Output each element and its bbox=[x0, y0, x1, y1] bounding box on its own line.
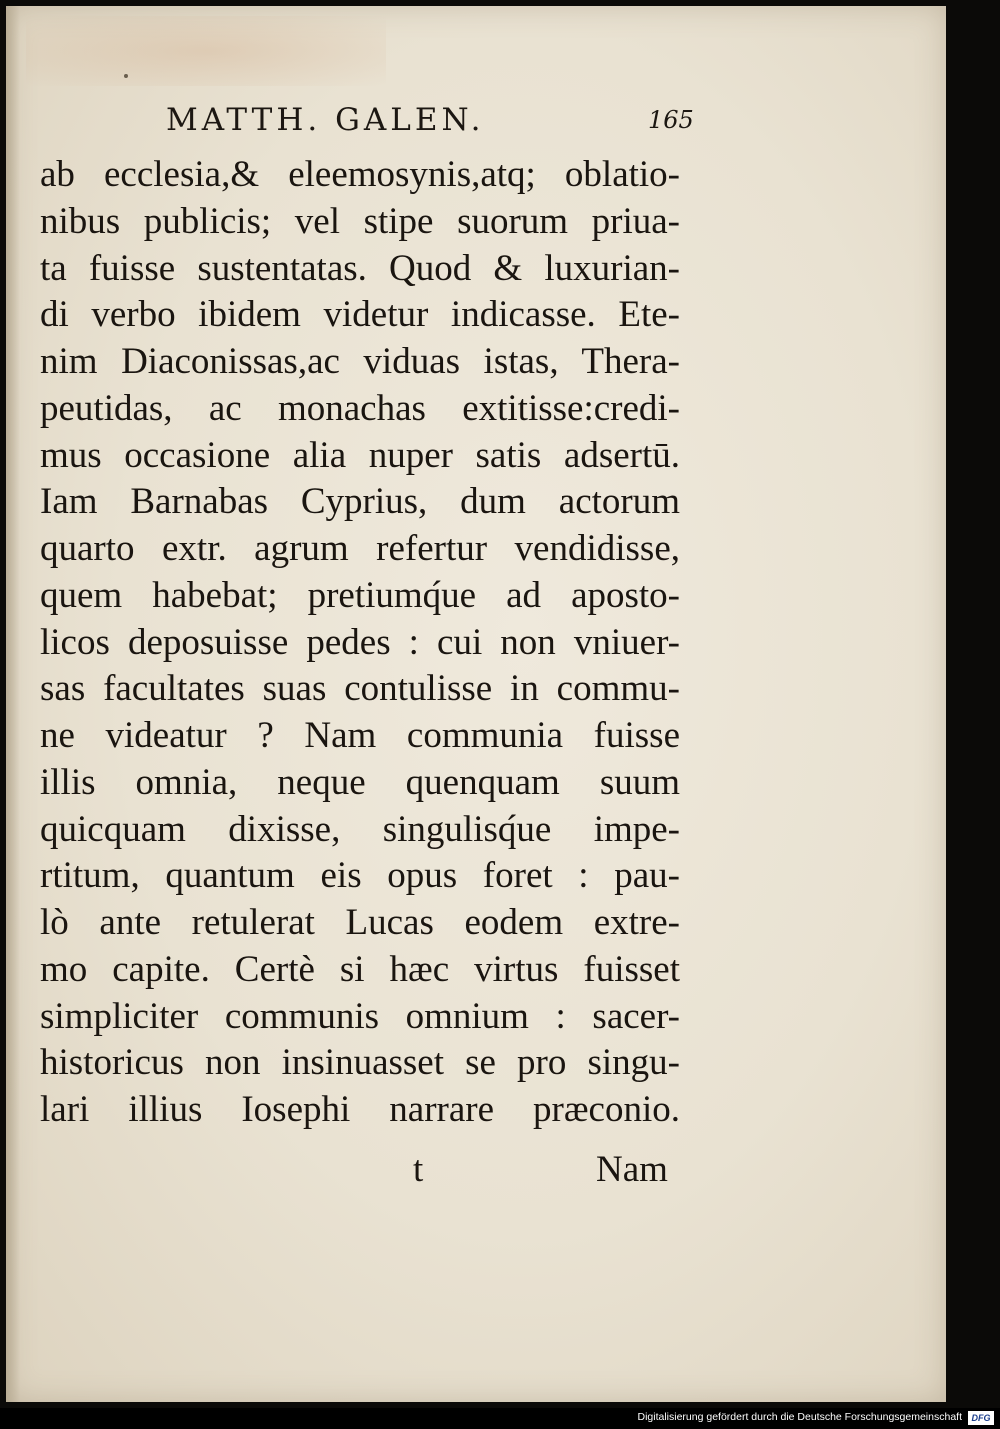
text-line: mus occasione alia nuper satis adsertū. bbox=[40, 434, 680, 476]
text-line: licos deposuisse pedes : cui non vniuer- bbox=[40, 621, 680, 663]
text-line: sas facultates suas contulisse in commu- bbox=[40, 668, 680, 710]
text-line: quem habebat; pretiumq́ue ad aposto- bbox=[40, 574, 680, 616]
text-line: ta fuisse sustentatas. Quod & luxurian- bbox=[40, 247, 680, 289]
signature-mark: t bbox=[413, 1149, 424, 1190]
text-line: nim Diaconissas,ac viduas istas, Thera- bbox=[40, 341, 680, 382]
text-line: di verbo ibidem videtur indicasse. Ete- bbox=[40, 294, 680, 336]
text-line: quicquam dixisse, singulisq́ue impe- bbox=[40, 808, 680, 850]
text-line: Iam Barnabas Cyprius, dum actorum bbox=[40, 481, 680, 523]
running-head: MATTH. GALEN. bbox=[166, 102, 485, 138]
text-line: quarto extr. agrum refertur vendidisse, bbox=[40, 528, 680, 569]
text-line: rtitum, quantum eis opus foret : pau- bbox=[40, 855, 680, 897]
text-line: mo capite. Certè si hæc virtus fuisset bbox=[40, 948, 680, 990]
ink-speck bbox=[124, 74, 128, 78]
catchword: Nam bbox=[596, 1149, 668, 1190]
book-page bbox=[6, 6, 946, 1402]
text-line: simpliciter communis omnium : sacer- bbox=[40, 995, 680, 1037]
text-line: ab ecclesia,& eleemosynis,atq; oblatio- bbox=[40, 154, 680, 195]
text-line: nibus publicis; vel stipe suorum priua- bbox=[40, 200, 680, 242]
text-line: illis omnia, neque quenquam suum bbox=[40, 761, 680, 803]
text-line: lari illius Iosephi narrare præconio. bbox=[40, 1089, 680, 1130]
funding-credit: Digitalisierung gefördert durch die Deutsche Forschungsgemeinschaft bbox=[637, 1411, 962, 1423]
page-stain bbox=[26, 16, 386, 86]
page-gutter-shadow bbox=[6, 6, 20, 1402]
footer-bar bbox=[0, 1408, 1000, 1429]
text-line: lò ante retulerat Lucas eodem extre- bbox=[40, 902, 680, 943]
text-line: ne videatur ? Nam communia fuisse bbox=[40, 715, 680, 756]
dfg-logo: DFG bbox=[968, 1411, 994, 1425]
text-line: historicus non insinuasset se pro singu- bbox=[40, 1042, 680, 1084]
folio-number: 165 bbox=[648, 106, 694, 134]
body-text bbox=[40, 152, 680, 1134]
text-line: peutidas, ac monachas extitisse:credi- bbox=[40, 387, 680, 429]
